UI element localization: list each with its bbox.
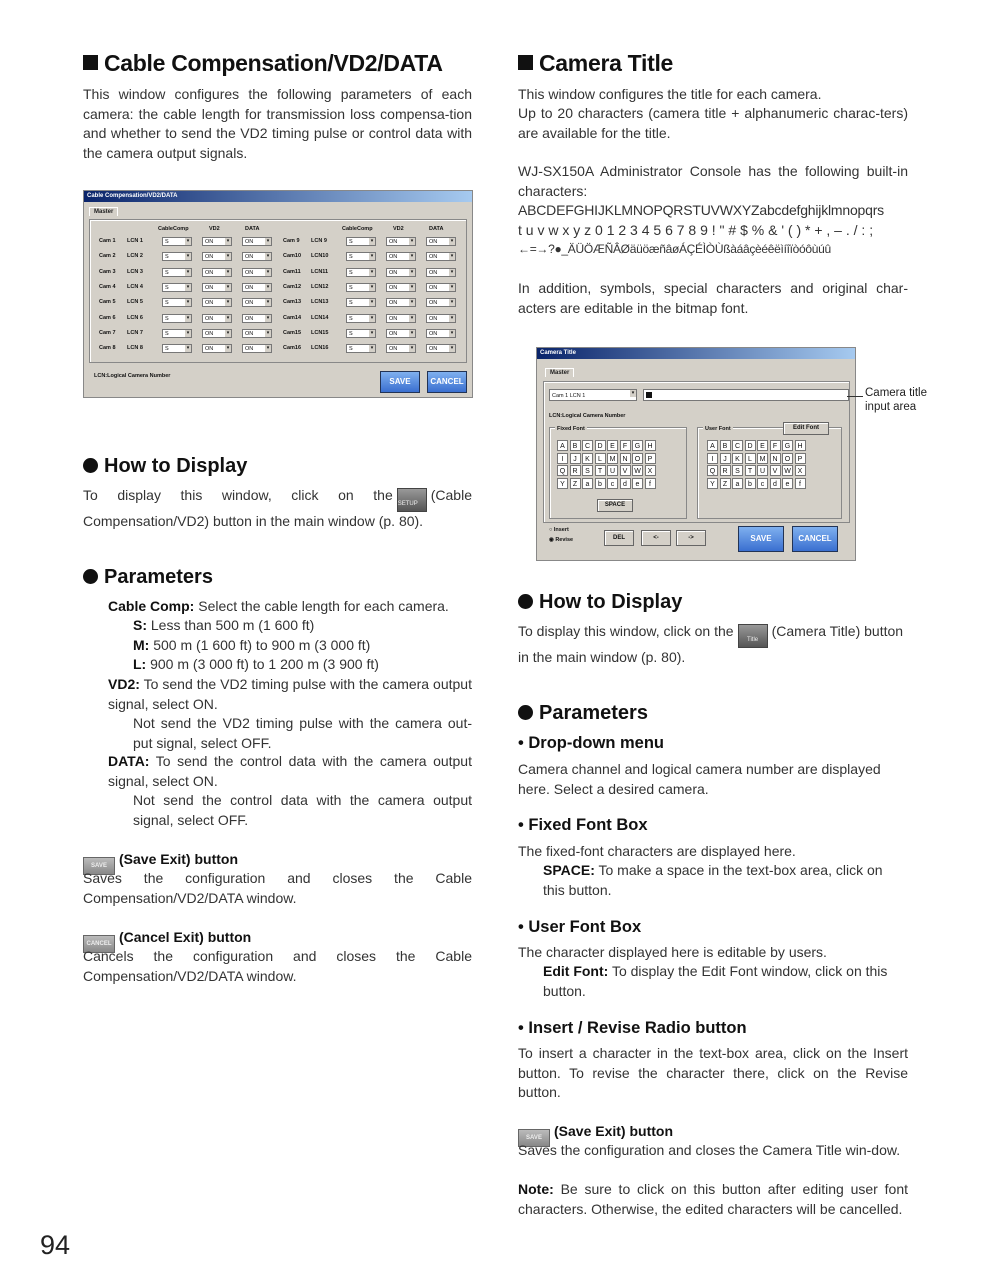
user-font-key[interactable]: c (757, 478, 768, 489)
fixed-font-key[interactable]: K (582, 453, 593, 464)
tab-master[interactable]: Master (545, 368, 574, 377)
cablecomp-select[interactable]: S ▾ (162, 268, 192, 277)
param-data: DATA: To send the control data with the camera output signal, select ON. (108, 753, 472, 789)
cablecomp-select[interactable]: S ▾ (162, 252, 192, 261)
fixed-font-key[interactable]: M (607, 453, 618, 464)
camera-title-intro2: Up to 20 characters (camera title + alphanumeric charac-ters) are available for the title. (518, 105, 908, 141)
fixed-font-key[interactable]: A (557, 440, 568, 451)
fixed-font-key[interactable]: P (645, 453, 656, 464)
cable-section-title: Cable Compensation/VD2/DATA (83, 50, 443, 77)
fixed-font-key[interactable]: F (620, 440, 631, 451)
vd2-select[interactable]: ON ▾ (202, 268, 232, 277)
user-font-key[interactable]: L (745, 453, 756, 464)
data-select[interactable]: ON ▾ (242, 268, 272, 277)
fixed-font-key[interactable]: e (632, 478, 643, 489)
lcn-label: LCN13 (311, 299, 329, 306)
fixed-font-key[interactable]: X (645, 465, 656, 476)
user-font-key[interactable]: H (795, 440, 806, 451)
lcn-label: LCN 8 (127, 345, 143, 352)
camera-title-window (536, 347, 856, 561)
cablecomp-select[interactable]: S ▾ (346, 283, 376, 292)
fixed-font-key[interactable]: a (582, 478, 593, 489)
lcn-footnote: LCN:Logical Camera Number (94, 373, 171, 379)
cancel-exit-text: Cancels the configuration and closes the Cable Compensation/VD2/DATA window. (83, 948, 472, 984)
cablecomp-select[interactable]: S ▾ (346, 298, 376, 307)
data-select[interactable]: ON ▾ (426, 298, 456, 307)
user-font-key[interactable]: d (770, 478, 781, 489)
fixed-font-text: The fixed-font characters are displayed here. (518, 843, 796, 859)
cancel-button[interactable]: CANCEL (427, 371, 467, 393)
cam-label: Cam13 (283, 299, 302, 306)
user-font-key[interactable]: S (732, 465, 743, 476)
data-select[interactable]: ON ▾ (242, 283, 272, 292)
vd2-select[interactable]: ON ▾ (386, 329, 416, 338)
fixed-font-key[interactable]: D (595, 440, 606, 451)
cam-label: Cam 9 (283, 238, 300, 244)
edit-font-desc: Edit Font: To display the Edit Font window, click on this button. (543, 963, 888, 999)
user-font-text: The character displayed here is editable by users. (518, 944, 827, 960)
data-select[interactable]: ON ▾ (426, 314, 456, 323)
parameters-heading-left: Parameters (83, 566, 213, 589)
fixed-font-key[interactable]: J (570, 453, 581, 464)
save-exit-text-right: Saves the configuration and closes the Camera Title win-dow. (518, 1142, 901, 1158)
param-cablecomp: Cable Comp: Select the cable length for each camera. (108, 598, 449, 614)
lcn-label: LCN 6 (127, 314, 143, 321)
fixed-font-key[interactable]: S (582, 465, 593, 476)
user-font-key[interactable]: K (732, 453, 743, 464)
cam-label: Cam11 (283, 268, 301, 275)
cable-compensation-window (83, 190, 473, 398)
camera-dropdown[interactable]: Cam 1 LCN 1 ▾ (549, 389, 637, 401)
data-select[interactable]: ON ▾ (242, 344, 272, 353)
save-exit-heading-left: SAVE (Save Exit) button (83, 850, 238, 875)
user-font-key[interactable]: X (795, 465, 806, 476)
col-cablecomp-left: CableComp (158, 226, 189, 232)
param-m: M: 500 m (1 600 ft) to 900 m (3 000 ft) (133, 637, 371, 653)
builtin-chars-line3: ←=→?●_ÄÜÖÆÑÂØäüöæñâøÁÇÉÌÒÙßàáâçèéêëìíîïòóôùúû (518, 242, 831, 256)
cam-label: Cam 8 (99, 345, 116, 352)
user-font-key[interactable]: M (757, 453, 768, 464)
user-font-key[interactable]: Q (707, 465, 718, 476)
fixed-font-heading: • Fixed Font Box (518, 816, 648, 834)
user-font-key[interactable]: B (720, 440, 731, 451)
cam-label: Cam 1 (99, 238, 116, 244)
fixed-font-key[interactable]: N (620, 453, 631, 464)
cablecomp-select[interactable]: S ▾ (346, 329, 376, 338)
how-to-display-text-right: To display this window, click on theTitle(Camera Title) button in the main window (p. 80). (518, 623, 904, 665)
data-select[interactable]: ON ▾ (242, 314, 272, 323)
col-data-left: DATA (245, 226, 260, 232)
page-number: 94 (40, 1230, 71, 1260)
camera-title-button-icon: Title (738, 624, 768, 648)
user-font-key[interactable]: f (795, 478, 806, 489)
cam-label: Cam 2 (99, 253, 116, 260)
cablecomp-select[interactable]: S ▾ (346, 268, 376, 277)
fixed-font-key[interactable]: V (620, 465, 631, 476)
col-vd2-left: VD2 (209, 226, 220, 232)
data-select[interactable]: ON ▾ (242, 298, 272, 307)
lcn-label: LCN 5 (127, 299, 143, 306)
cablecomp-select[interactable]: S ▾ (346, 344, 376, 353)
lcn-label: LCN16 (311, 345, 329, 352)
save-button-icon: SAVE (83, 857, 115, 875)
lcn-label: LCN 2 (127, 253, 143, 260)
data-select[interactable]: ON ▾ (242, 329, 272, 338)
edit-font-button[interactable]: Edit Font (783, 422, 829, 435)
lcn-label: LCN 9 (311, 238, 327, 244)
cablecomp-select[interactable]: S ▾ (162, 283, 192, 292)
dropdown-text: Camera channel and logical camera number are displayed here. Select a desired camera. (518, 761, 881, 797)
insert-radio[interactable]: ○ Insert (549, 527, 569, 533)
data-select[interactable]: ON ▾ (426, 329, 456, 338)
builtin-chars-line1: ABCDEFGHIJKLMNOPQRSTUVWXYZabcdefghijklmnopqrs (518, 202, 884, 218)
cable-comp-button-icon: SETUP (397, 488, 427, 512)
camera-title-section-title: Camera Title (518, 50, 673, 77)
user-font-key[interactable]: V (770, 465, 781, 476)
fixed-font-key[interactable]: Y (557, 478, 568, 489)
vd2-select[interactable]: ON ▾ (202, 314, 232, 323)
cablecomp-select[interactable]: S ▾ (162, 298, 192, 307)
save-exit-text-left: Saves the configuration and closes the Cable Compensation/VD2/DATA window. (83, 870, 472, 906)
vd2-select[interactable]: ON ▾ (202, 329, 232, 338)
right-arrow-button[interactable]: -> (676, 530, 706, 546)
cam-label: Cam 7 (99, 329, 116, 336)
how-to-display-heading-left: How to Display (83, 455, 247, 478)
lcn-label: LCN12 (311, 283, 329, 290)
fixed-font-key[interactable]: Z (570, 478, 581, 489)
lcn-label: LCN 3 (127, 268, 143, 275)
cablecomp-select[interactable]: S ▾ (346, 314, 376, 323)
vd2-select[interactable]: ON ▾ (202, 252, 232, 261)
insert-revise-text: To insert a character in the text-box area, click on the Insert button. To revise the character there, click on the Revise button. (518, 1045, 908, 1100)
cam-label: Cam14 (283, 314, 302, 321)
data-select[interactable]: ON ▾ (426, 252, 456, 261)
lcn-label: LCN15 (311, 329, 329, 336)
user-font-key[interactable]: e (782, 478, 793, 489)
user-font-key[interactable]: A (707, 440, 718, 451)
insert-revise-heading: • Insert / Revise Radio button (518, 1019, 747, 1037)
user-font-key[interactable]: a (732, 478, 743, 489)
vd2-select[interactable]: ON ▾ (386, 283, 416, 292)
lcn-label: LCN11 (311, 268, 329, 275)
data-select[interactable]: ON ▾ (426, 237, 456, 246)
lcn-label: LCN10 (311, 253, 329, 260)
col-vd2-right: VD2 (393, 226, 404, 232)
vd2-select[interactable]: ON ▾ (202, 344, 232, 353)
param-l: L: 900 m (3 000 ft) to 1 200 m (3 900 ft) (133, 656, 379, 672)
user-font-key[interactable]: G (782, 440, 793, 451)
cam-label: Cam16 (283, 345, 302, 352)
how-to-display-text-left: To display this window, click on theSETUP(Cable Compensation/VD2) button in the main window (p. 80). (83, 487, 472, 529)
lcn-note: LCN:Logical Camera Number (549, 413, 626, 419)
left-arrow-button[interactable]: <- (641, 530, 671, 546)
fixed-font-key[interactable]: Q (557, 465, 568, 476)
vd2-select[interactable]: ON ▾ (386, 314, 416, 323)
space-desc: SPACE: To make a space in the text-box area, click on this button. (543, 862, 883, 898)
user-font-key[interactable]: R (720, 465, 731, 476)
cancel-button-icon: CANCEL (83, 935, 115, 953)
fixed-font-key[interactable]: I (557, 453, 568, 464)
user-font-key[interactable]: O (782, 453, 793, 464)
cancel-button[interactable]: CANCEL (792, 526, 838, 552)
fixed-font-key[interactable]: c (607, 478, 618, 489)
data-select[interactable]: ON ▾ (242, 252, 272, 261)
camera-title-intro1: This window configures the title for each camera. (518, 86, 822, 102)
fixed-font-key[interactable]: b (595, 478, 606, 489)
fixed-font-key[interactable]: W (632, 465, 643, 476)
builtin-chars-line2: t u v w x y z 0 1 2 3 4 5 6 7 8 9 ! " # $ % & ' ( ) * + , – . / : ; (518, 222, 874, 238)
col-cablecomp-right: CableComp (342, 226, 373, 232)
cam-label: Cam 3 (99, 268, 116, 275)
lcn-label: LCN 1 (127, 238, 143, 244)
title-input-area[interactable] (643, 389, 849, 401)
space-button[interactable]: SPACE (597, 499, 633, 512)
fixed-font-key[interactable]: U (607, 465, 618, 476)
bitmap-font-note: In addition, symbols, special characters and original char-acters are editable in the bitmap font. (518, 280, 908, 316)
param-vd2: VD2: To send the VD2 timing pulse with the camera output signal, select ON. (108, 676, 472, 712)
fixed-font-key[interactable]: C (582, 440, 593, 451)
lcn-label: LCN14 (311, 314, 329, 321)
param-data-off: Not send the control data with the camera output signal, select OFF. (133, 792, 472, 828)
fixed-font-key[interactable]: T (595, 465, 606, 476)
callout-line (847, 396, 863, 397)
vd2-select[interactable]: ON ▾ (202, 298, 232, 307)
user-font-key[interactable]: P (795, 453, 806, 464)
user-font-key[interactable]: U (757, 465, 768, 476)
param-s: S: Less than 500 m (1 600 ft) (133, 617, 315, 633)
fixed-font-label: Fixed Font (557, 426, 585, 432)
save-button[interactable]: SAVE (380, 371, 420, 393)
fixed-font-key[interactable]: f (645, 478, 656, 489)
cablecomp-select[interactable]: S ▾ (346, 237, 376, 246)
fixed-font-key[interactable]: E (607, 440, 618, 451)
dropdown-heading: • Drop-down menu (518, 734, 665, 752)
cable-intro: This window configures the following parameters of each camera: the cable length for transmission loss compensa-tion and whether to send the VD2 timing pulse or control data with the camera output signals. (83, 86, 472, 161)
data-select[interactable]: ON ▾ (242, 237, 272, 246)
user-font-key[interactable]: T (745, 465, 756, 476)
vd2-select[interactable]: ON ▾ (386, 344, 416, 353)
window-titlebar: Camera Title (537, 348, 855, 359)
fixed-font-key[interactable]: L (595, 453, 606, 464)
user-font-key[interactable]: b (745, 478, 756, 489)
fixed-font-key[interactable]: H (645, 440, 656, 451)
cam-label: Cam 6 (99, 314, 116, 321)
cablecomp-select[interactable]: S ▾ (162, 237, 192, 246)
parameters-heading-right: Parameters (518, 702, 648, 725)
user-font-key[interactable]: Z (720, 478, 731, 489)
callout-camera-title-input: Camera title input area (865, 387, 927, 413)
cablecomp-select[interactable]: S ▾ (346, 252, 376, 261)
cam-label: Cam12 (283, 283, 302, 290)
cablecomp-select[interactable]: S ▾ (162, 314, 192, 323)
window-titlebar: Cable Compensation/VD2/DATA (84, 191, 472, 202)
vd2-select[interactable]: ON ▾ (202, 283, 232, 292)
data-select[interactable]: ON ▾ (426, 268, 456, 277)
cancel-exit-heading: CANCEL (Cancel Exit) button (83, 928, 251, 953)
save-button-icon: SAVE (518, 1129, 550, 1147)
user-font-key[interactable]: Y (707, 478, 718, 489)
vd2-select[interactable]: ON ▾ (386, 268, 416, 277)
revise-radio[interactable]: ◉ Revise (549, 537, 574, 543)
user-font-key[interactable]: D (745, 440, 756, 451)
del-button[interactable]: DEL (604, 530, 634, 546)
fixed-font-key[interactable]: B (570, 440, 581, 451)
user-font-key[interactable]: I (707, 453, 718, 464)
cam-label: Cam10 (283, 253, 302, 260)
vd2-select[interactable]: ON ▾ (386, 237, 416, 246)
cablecomp-select[interactable]: S ▾ (162, 344, 192, 353)
col-data-right: DATA (429, 226, 444, 232)
tab-master[interactable]: Master (89, 207, 118, 216)
cam-label: Cam 5 (99, 299, 116, 306)
user-font-key[interactable]: N (770, 453, 781, 464)
save-exit-heading-right: SAVE (Save Exit) button (518, 1122, 673, 1147)
data-select[interactable]: ON ▾ (426, 344, 456, 353)
cam-label: Cam15 (283, 329, 302, 336)
builtin-intro: WJ-SX150A Administrator Console has the following built-in characters: (518, 163, 908, 199)
param-vd2-off: Not send the VD2 timing pulse with the camera out-put signal, select OFF. (133, 715, 472, 751)
user-font-key[interactable]: F (770, 440, 781, 451)
save-button[interactable]: SAVE (738, 526, 784, 552)
fixed-font-key[interactable]: G (632, 440, 643, 451)
vd2-select[interactable]: ON ▾ (386, 298, 416, 307)
fixed-font-key[interactable]: O (632, 453, 643, 464)
lcn-label: LCN 4 (127, 283, 143, 290)
cablecomp-select[interactable]: S ▾ (162, 329, 192, 338)
user-font-key[interactable]: E (757, 440, 768, 451)
vd2-select[interactable]: ON ▾ (386, 252, 416, 261)
user-font-label: User Font (705, 426, 731, 432)
user-font-key[interactable]: W (782, 465, 793, 476)
fixed-font-key[interactable]: R (570, 465, 581, 476)
user-font-heading: • User Font Box (518, 918, 642, 936)
vd2-select[interactable]: ON ▾ (202, 237, 232, 246)
note: Note: Be sure to click on this button after editing user font characters. Otherwise, the edited characters will be cancelled. (518, 1181, 909, 1217)
text-cursor (646, 392, 652, 398)
lcn-label: LCN 7 (127, 329, 143, 336)
user-font-key[interactable]: C (732, 440, 743, 451)
user-font-key[interactable]: J (720, 453, 731, 464)
cam-label: Cam 4 (99, 283, 116, 290)
how-to-display-heading-right: How to Display (518, 591, 682, 614)
data-select[interactable]: ON ▾ (426, 283, 456, 292)
fixed-font-key[interactable]: d (620, 478, 631, 489)
